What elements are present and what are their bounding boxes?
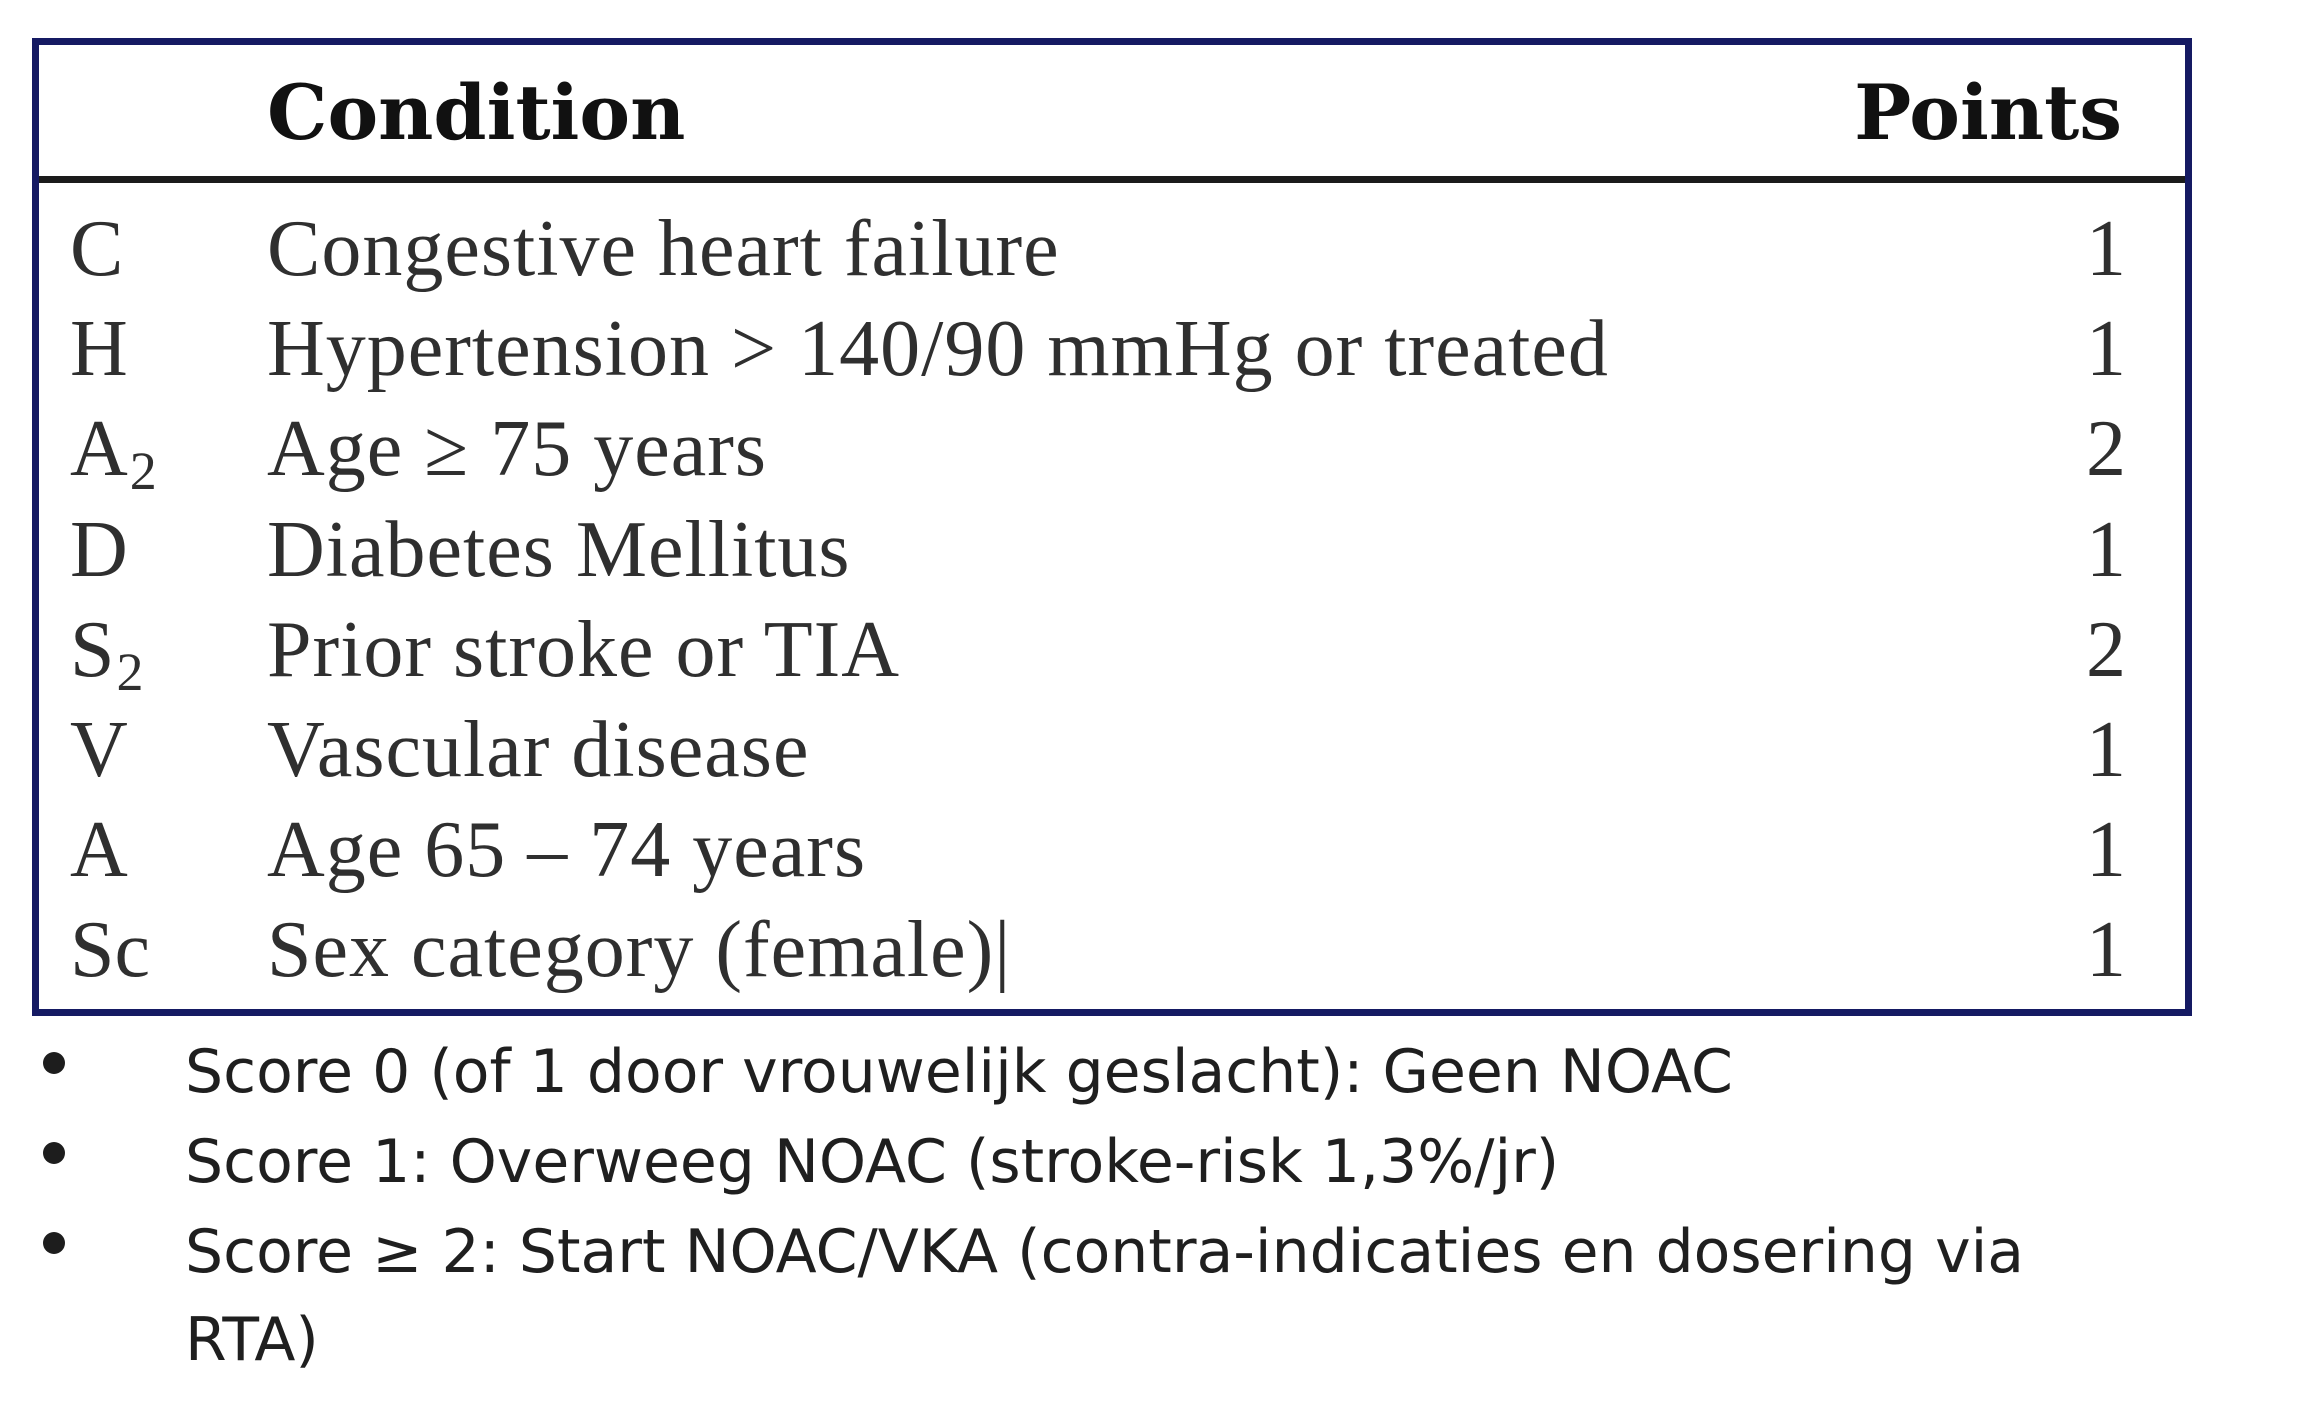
table-row (39, 205, 2185, 305)
row-points: 1 (2086, 806, 2126, 895)
table-row (39, 305, 2185, 405)
bullet-icon (43, 1052, 65, 1074)
list-item-text: Score ≥ 2: Start NOAC/VKA (contra-indicaties en dosering via RTA) (185, 1217, 2025, 1375)
row-letter-main: H (70, 305, 128, 394)
row-letter-main: Sc (70, 906, 150, 995)
row-condition: Age ≥ 75 years (267, 405, 767, 494)
row-letter-main: A (70, 806, 128, 895)
list-item (0, 1028, 2304, 1116)
row-condition: Hypertension > 140/90 mmHg or treated (267, 305, 1609, 394)
row-letter (70, 405, 157, 502)
bullet-icon (43, 1142, 65, 1164)
row-condition: Congestive heart failure (267, 205, 1060, 293)
list-item-text: Score 1: Overweeg NOAC (stroke-risk 1,3%/jr) (185, 1127, 1560, 1197)
row-letter-main: V (70, 705, 128, 794)
row-letter (70, 806, 130, 894)
row-points: 1 (2086, 906, 2126, 995)
row-condition: Sex category (female)| (267, 906, 1012, 995)
row-letter-subscript: 2 (116, 641, 144, 702)
table-row (39, 906, 2185, 1006)
row-letter (70, 305, 130, 393)
score-table (32, 38, 2192, 1016)
row-condition: Age 65 – 74 years (267, 806, 867, 895)
table-row (39, 506, 2185, 606)
row-points: 1 (2086, 705, 2126, 794)
row-points: 2 (2086, 405, 2126, 494)
table-row (39, 405, 2185, 505)
row-points: 1 (2086, 505, 2126, 594)
column-header-points: Points (1854, 68, 2122, 157)
row-points: 1 (2086, 205, 2126, 293)
table-header (39, 45, 2185, 183)
row-letter (70, 706, 130, 794)
row-letter-main: S (70, 605, 115, 694)
row-letter (70, 506, 130, 594)
bullet-icon (43, 1232, 65, 1254)
row-letter (70, 205, 125, 293)
row-letter (70, 906, 152, 994)
table-row (39, 606, 2185, 706)
list-item (0, 1208, 2304, 1384)
list-item-text: Score 0 (of 1 door vrouwelijk geslacht): Geen NOAC (185, 1037, 1733, 1107)
row-letter-subscript: 2 (129, 441, 157, 502)
row-letter-main: A (70, 405, 128, 494)
row-condition: Prior stroke or TIA (267, 605, 900, 694)
row-condition: Vascular disease (267, 705, 810, 794)
row-letter-main: C (70, 205, 124, 293)
row-letter (70, 605, 144, 702)
table-body (39, 205, 2185, 1007)
row-points: 2 (2086, 605, 2126, 694)
column-header-condition: Condition (267, 68, 686, 157)
row-condition: Diabetes Mellitus (267, 505, 851, 594)
table-row (39, 806, 2185, 906)
row-letter-main: D (70, 505, 128, 594)
table-row (39, 706, 2185, 806)
list-item (0, 1118, 2304, 1206)
row-points: 1 (2086, 305, 2126, 394)
bullet-list (0, 1028, 2304, 1386)
